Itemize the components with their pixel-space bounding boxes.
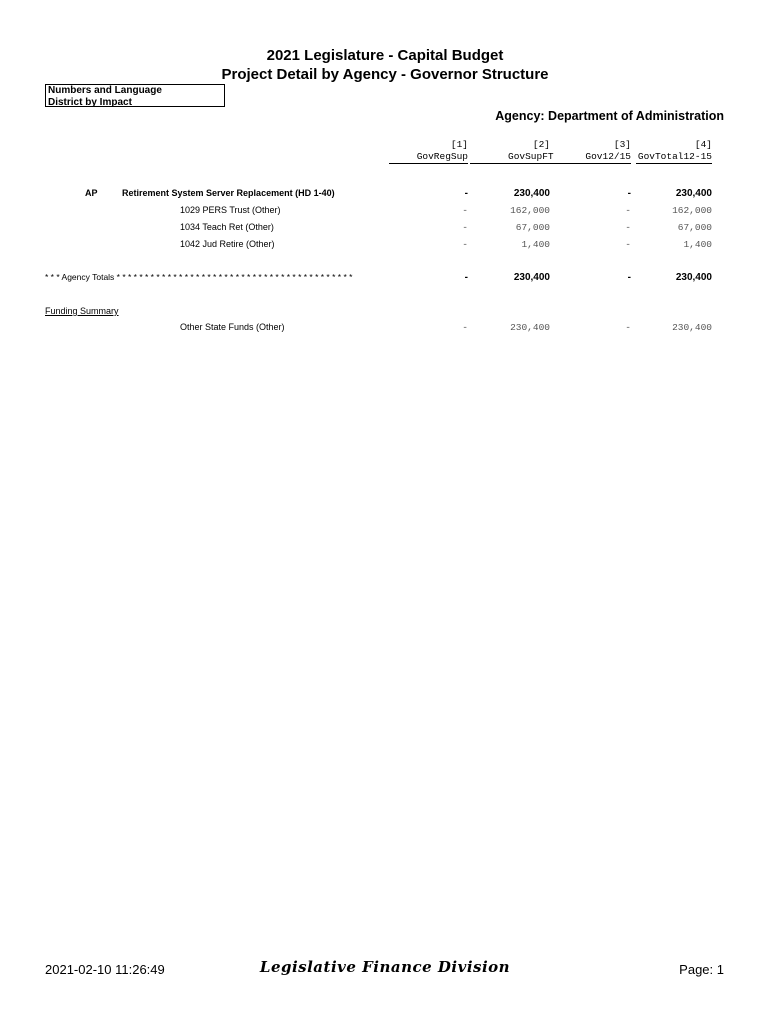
value-col3: - [627,188,631,199]
value-col2: 162,000 [510,205,550,216]
agency-totals-label: * * * Agency Totals * * * * * * * * * * * * * * * * * * * * * * * * * * * * * * * * * * * * * * * * * * [45,272,353,282]
column-label: Gov12/15 [553,151,631,164]
value-col3: - [625,239,631,250]
fund-row [0,239,770,253]
value-col4: 1,400 [683,239,712,250]
fund-label: 1034 Teach Ret (Other) [180,222,274,232]
column-label: GovTotal12-15 [637,151,712,162]
value-col2: 67,000 [515,222,550,233]
column-header-4 [632,139,712,164]
value-col4: 230,400 [675,188,712,199]
structure-box [45,84,225,107]
value-col1: - [464,188,468,199]
fund-row [0,205,770,219]
agency-title: Agency: Department of Administration [495,109,724,123]
column-header-2 [470,139,554,164]
value-col4: 230,400 [675,272,712,283]
funding-summary-label: Other State Funds (Other) [180,322,285,332]
column-number: [1] [450,139,468,150]
value-col1: - [462,239,468,250]
value-col1: - [462,322,468,333]
column-header-3 [551,139,631,164]
fund-label: 1042 Jud Retire (Other) [180,239,275,249]
value-col3: - [625,322,631,333]
value-col4: 67,000 [677,222,712,233]
value-col2: 230,400 [510,322,550,333]
column-header-1 [388,139,468,164]
box-line-2: District by Impact [48,97,132,108]
value-col1: - [462,222,468,233]
column-label: GovSupFT [470,151,554,164]
report-subtitle: Project Detail by Agency - Governor Structure [221,66,549,83]
funding-summary-heading: Funding Summary [45,306,119,316]
box-line-1: Numbers and Language [48,85,162,96]
column-number: [4] [694,139,712,150]
funding-summary-row [0,322,770,336]
footer-signature: Legislative Finance Division [259,958,511,976]
value-col2: 230,400 [513,188,550,199]
value-col4: 230,400 [672,322,712,333]
value-col3: - [625,205,631,216]
fund-label: 1029 PERS Trust (Other) [180,205,281,215]
value-col2: 230,400 [513,272,550,283]
column-label: GovRegSup [389,151,468,164]
page-number: Page: 1 [679,962,724,977]
value-col3: - [625,222,631,233]
value-col4: 162,000 [672,205,712,216]
fund-row [0,222,770,236]
value-col1: - [464,272,468,283]
value-col2: 1,400 [521,239,550,250]
footer-timestamp: 2021-02-10 11:26:49 [45,962,165,977]
value-col3: - [627,272,631,283]
column-number: [2] [532,139,550,150]
project-row [0,188,770,202]
project-name: Retirement System Server Replacement (HD 1-40) [122,188,335,198]
agency-totals-row [0,272,770,286]
project-code: AP [85,188,98,198]
column-number: [3] [613,139,631,150]
report-title: 2021 Legislature - Capital Budget [266,47,504,64]
value-col1: - [462,205,468,216]
